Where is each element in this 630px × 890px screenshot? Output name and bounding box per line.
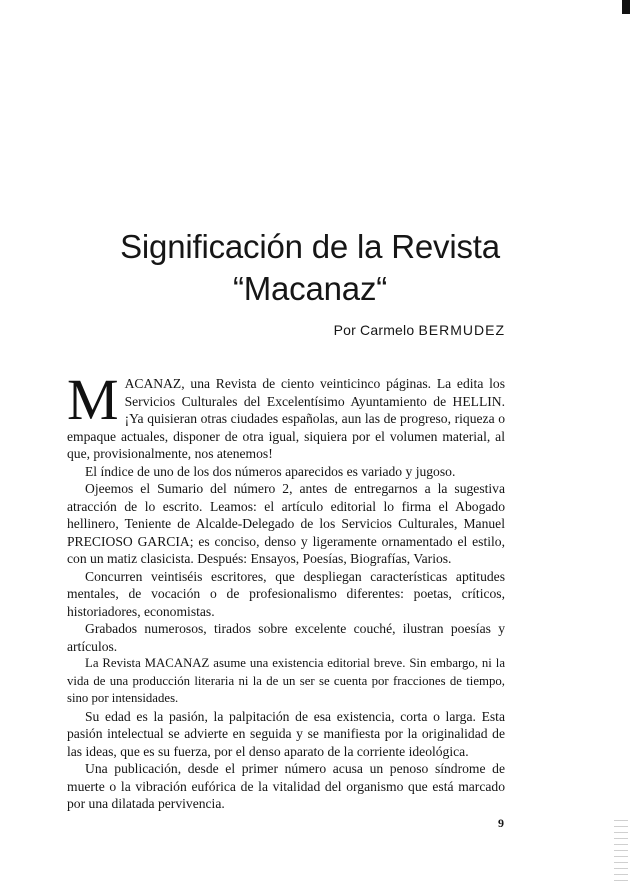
article-title-line-1: Significación de la Revista — [120, 228, 500, 265]
scan-edge-noise — [614, 820, 628, 884]
drop-cap: M — [67, 367, 119, 432]
paragraph-1 — [67, 367, 505, 463]
paragraph-3: Ojeemos el Sumario del número 2, antes de entregarnos a la sugestiva atracción de lo escrito. Leamos: el artículo editorial lo firma el Abogado hellinero, Teniente de Alcalde-Delegado de los Servicios Culturales, Manuel PRECIOSO GARCIA; es conciso, denso y ligeramente ornamentado el estilo, con un matiz clasicista. Después: Ensayos, Poesías, Biografías, Varios. — [67, 481, 505, 566]
scan-edge-mark — [622, 0, 630, 14]
paragraph-4: Concurren veintiséis escritores, que despliegan características aptitudes mentales, de vocación o de profesionalismo diferentes: poetas, críticos, historiadores, economistas. — [67, 568, 505, 619]
paragraph-8: Una publicación, desde el primer número acusa un penoso síndrome de muerte o la vibración eufórica de la vitalidad del organismo que está marcado por una dilatada pervivencia. — [67, 761, 505, 811]
article-body — [67, 367, 505, 813]
article-title-line-2: “Macanaz“ — [232, 270, 388, 307]
paragraph-6: La Revista MACANAZ asume una existencia editorial breve. Sin embargo, ni la vida de una producción literaria ni la de un ser se cuenta por fracciones de tiempo, sino por intensidades. — [67, 656, 505, 705]
paragraph-5: Grabados numerosos, tirados sobre excelente couché, ilustran poesías y artículos. — [67, 621, 505, 654]
author-surname: BERMUDEZ — [418, 322, 505, 338]
paragraph-1-text: ACANAZ, una Revista de ciento veinticinco páginas. La edita los Servicios Culturales del Excelentísimo Ayuntamiento de HELLIN. ¡Ya quisieran otras ciudades españolas, aun las de progreso, riqueza o empaque actuales, disponer de otra igual, siquiera por el volumen material, al que, provisionalmente, nos atenemos! — [67, 376, 505, 461]
article-byline — [334, 322, 505, 338]
author-prefix: Por Carmelo — [333, 322, 415, 338]
page-number: 9 — [498, 816, 504, 830]
paragraph-2: El índice de uno de los dos números aparecidos es variado y jugoso. — [85, 463, 456, 479]
paragraph-7: Su edad es la pasión, la palpitación de esa existencia, corta o larga. Esta pasión intelectual se advierte en seguida y se manifiesta por la originalidad de las ideas, que es su fuerza, por el denso aparato de la corriente ideológica. — [67, 708, 505, 759]
